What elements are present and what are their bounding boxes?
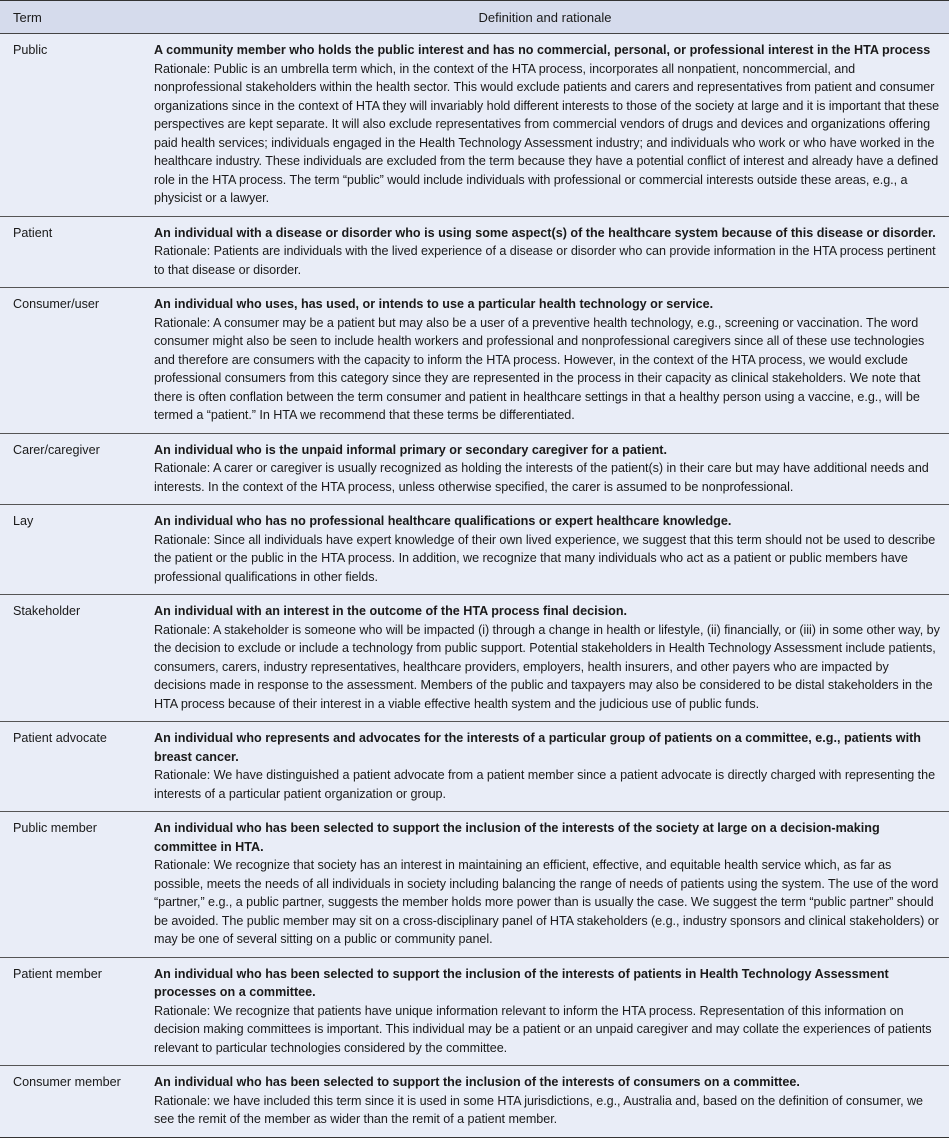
- term-cell: Consumer member: [13, 1075, 121, 1089]
- term-cell: Patient advocate: [0, 722, 141, 812]
- table-row-carer-caregiver: [0, 433, 949, 505]
- table-row-public-member: [0, 812, 949, 958]
- term-cell: Stakeholder: [0, 595, 141, 722]
- definition-cell: [141, 595, 949, 722]
- rationale-text: Rationale: We have distinguished a patient advocate from a patient member since a patient advocate is directly charged with representing the interests of a particular patient organization or group.: [154, 768, 936, 801]
- table-row-stakeholder: [0, 595, 949, 722]
- rationale-text: Rationale: We recognize that society has an interest in maintaining an efficient, effective, and equitable health service which, as far as possible, meets the needs of all individuals in society including balancing the range of needs of patients using the system. The use of the word “partner,” e.g., a public partner, suggests the member holds more power than is usually the case. We suggest the term “public partner” should be avoided. The public member may sit on a cross-disciplinary panel of HTA stakeholders (e.g., industry sponsors and clinical stakeholders) or may be one of several sitting on a public or community panel.: [154, 858, 939, 946]
- term-cell: Consumer/user: [0, 288, 141, 434]
- definition-text: A community member who holds the public interest and has no commercial, personal, or professional interest in the HTA process: [154, 43, 931, 57]
- rationale-text: Rationale: A carer or caregiver is usually recognized as holding the interests of the patient(s) in their care but may have additional needs and interests. In the context of the HTA process, unless otherwise specified, the carer is assumed to be nonprofessional.: [154, 461, 929, 494]
- definition-cell: [141, 505, 949, 595]
- table-row-consumer-user: [0, 288, 949, 434]
- table-header: [0, 1, 949, 34]
- header-row: [0, 1, 949, 34]
- table-row-lay: [0, 505, 949, 595]
- table-row-patient: [0, 216, 949, 288]
- definition-text: An individual who represents and advocates for the interests of a particular group of patients on a committee, e.g., patients with breast cancer.: [154, 731, 921, 764]
- column-header-definition: Definition and rationale: [141, 1, 949, 34]
- rationale-text: Rationale: We recognize that patients have unique information relevant to inform the HTA process. Representation of this information on decision making committees is important. This individual may be a patient or an unpaid caregiver and may collate the experiences of patients relevant to particular technologies considered by the committee.: [154, 1003, 932, 1055]
- definition-text: An individual who has been selected to support the inclusion of the interests of patients in Health Technology Assessment processes on a committee.: [154, 966, 889, 999]
- term-cell: Patient member: [0, 957, 141, 1066]
- term-cell: Public member: [0, 812, 141, 958]
- definition-text: An individual who uses, has used, or intends to use a particular health technology or service.: [154, 297, 714, 311]
- rationale-text: Rationale: A stakeholder is someone who will be impacted (i) through a change in health or lifestyle, (ii) financially, or (iii) in some other way, by the decision to exclude or include a technology from public support. Potential stakeholders in Health Technology Assessment include patients, consumers, carers, industry representatives, healthcare providers, employers, health insurers, and other payers who are impacted by decisions made in response to the assessment. Members of the public and taxpayers may also be considered to be distal stakeholders in the HTA process because of their interest in a viable effective health system and the judicious use of public funds.: [154, 622, 940, 711]
- table-body: [0, 34, 949, 1138]
- rationale-text: Rationale: Since all individuals have expert knowledge of their own lived experience, we suggest that this term should not be used to describe the patient or the public in the HTA process. In addition, we recognize that many individuals who act as a patient or public members have professional qualifications in other fields.: [154, 532, 936, 584]
- table-row-patient-member: [0, 957, 949, 1066]
- table-row-patient-advocate: [0, 722, 949, 812]
- rationale-text: Rationale: we have included this term since it is used in some HTA jurisdictions, e.g., Australia and, based on the definition of consumer, we see the remit of the member as wider than the remit of a patient member.: [154, 1093, 923, 1126]
- definition-cell: [141, 812, 949, 958]
- definition-text: An individual who has no professional healthcare qualifications or expert healthcare knowledge.: [154, 514, 732, 528]
- rationale-text: Rationale: Public is an umbrella term which, in the context of the HTA process, incorporates all nonpatient, noncommercial, and nonprofessional stakeholders within the health sector. This would exclude patients and carers and representatives from patient and consumer organizations since in the context of HTA they will invariably hold different interests to those of the society at large and it is important that these perspectives are kept separate. It will also exclude representatives from commercial vendors of drugs and devices and organizations offering paid health services; individuals engaged in the Health Technology Assessment industry; and individuals who work or who have worked in the healthcare industry. These individuals are excluded from the term because they have a potential conflict of interest and already have a defined role in the HTA process. The term “public” would include individuals with professional or commercial interests outside these areas, e.g., a physicist or a lawyer.: [154, 61, 940, 205]
- definition-cell: [141, 722, 949, 812]
- term-cell: Lay: [0, 505, 141, 595]
- definition-cell: [141, 1066, 949, 1138]
- definition-text: An individual with an interest in the outcome of the HTA process final decision.: [154, 604, 628, 618]
- rationale-text: Rationale: A consumer may be a patient but may also be a user of a preventive health technology, e.g., screening or vaccination. The word consumer might also be seen to include health workers and professional and nonprofessional caregivers since all of these use technologies and therefore are consumers with the capacity to inform the HTA process. However, in the context of the HTA process, we would exclude professional consumers from this category since they are represented in the process in their capacity as clinical stakeholders. We note that there is often conflation between the term consumer and patient in healthcare settings in that a healthy person using a vaccine, e.g., will be termed a “patient.” In HTA we recommend that these terms be differentiated.: [154, 315, 925, 422]
- table-row-public: [0, 34, 949, 217]
- term-cell: Public: [0, 34, 141, 217]
- column-header-term: Term: [0, 1, 141, 34]
- definition-cell: [141, 34, 949, 217]
- definition-text: An individual who has been selected to support the inclusion of the interests of the society at large on a decision-making committee in HTA.: [154, 821, 880, 854]
- term-cell: Carer/caregiver: [0, 433, 141, 505]
- table-row-consumer-member: [0, 1066, 949, 1138]
- definition-cell: [141, 216, 949, 288]
- definition-cell: [141, 288, 949, 434]
- term-cell: Patient: [0, 216, 141, 288]
- definition-text: An individual who has been selected to support the inclusion of the interests of consumers on a committee.: [154, 1075, 800, 1089]
- definition-cell: [141, 433, 949, 505]
- rationale-text: Rationale: Patients are individuals with the lived experience of a disease or disorder who can provide information in the HTA process pertinent to that disease or disorder.: [154, 244, 936, 277]
- definition-cell: [141, 957, 949, 1066]
- definition-text: An individual with a disease or disorder who is using some aspect(s) of the healthcare system because of this disease or disorder.: [154, 225, 936, 240]
- definition-text: An individual who is the unpaid informal primary or secondary caregiver for a patient.: [154, 442, 667, 457]
